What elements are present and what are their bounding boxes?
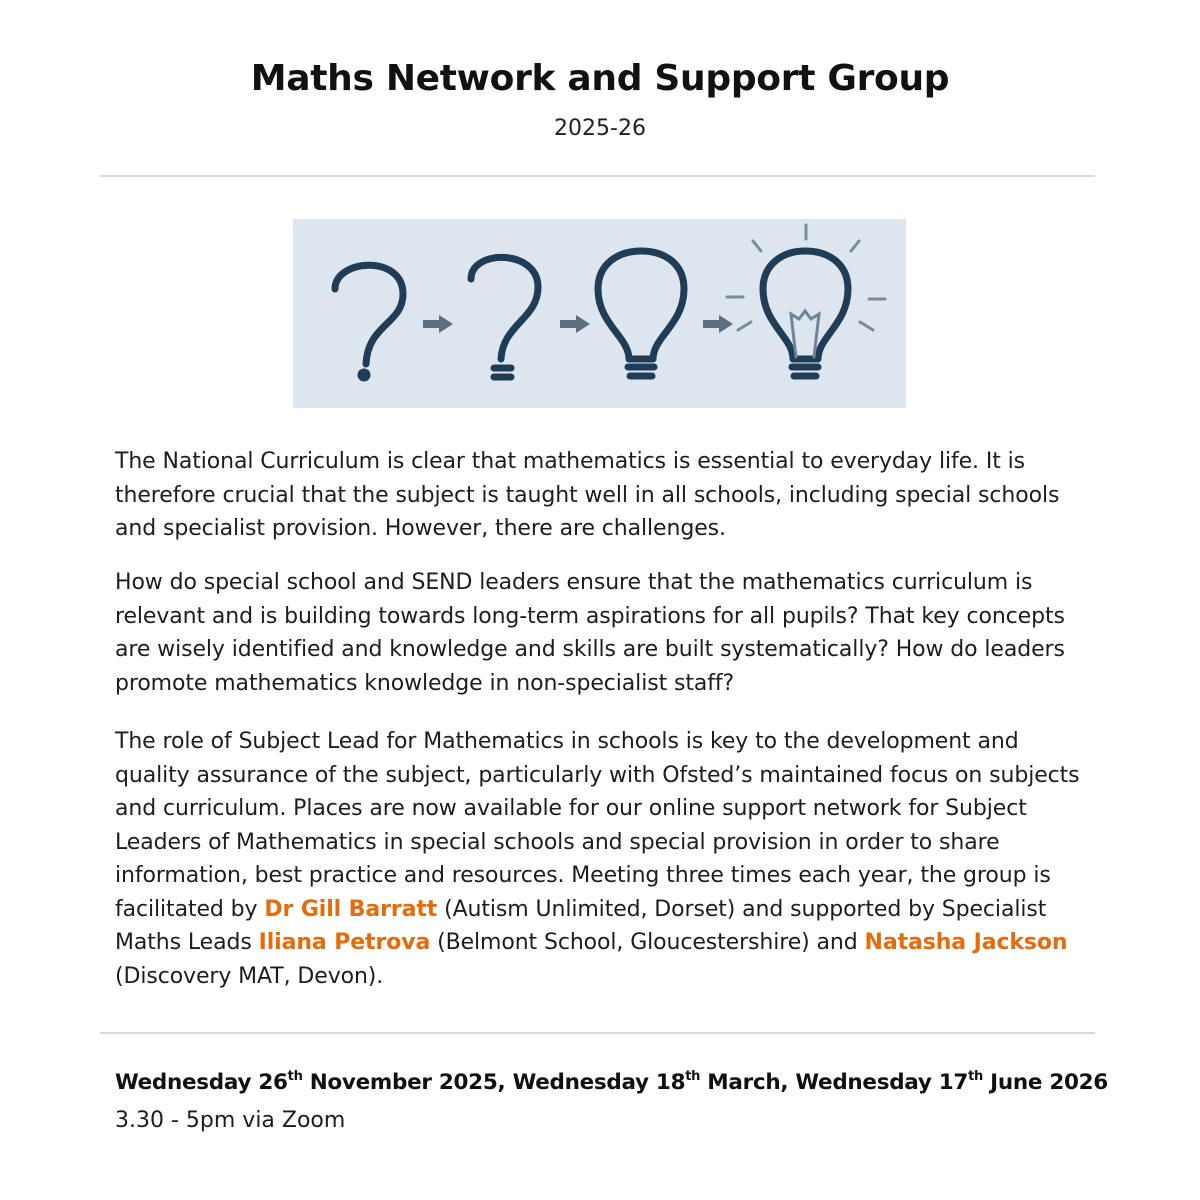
date3-day: Wednesday 17	[795, 1070, 969, 1095]
arrow-right-icon	[703, 315, 733, 333]
meeting-dates	[115, 1070, 1115, 1095]
lead2-org: (Discovery MAT, Devon).	[115, 963, 384, 989]
questions-paragraph: How do special school and SEND leaders ensure that the mathematics curriculum is relevant and is building towards long-term aspirations for all pupils? That key concepts are wisely identified and knowledge and skills are built systematically? How do leaders promote mathematics knowledge in non-specialist staff?	[115, 570, 1065, 696]
intro-paragraph: The National Curriculum is clear that mathematics is essential to everyday life. It is therefore crucial that the subject is taught well in all schools, including special schools and specialist provision. However, there are challenges.	[115, 449, 1060, 541]
arrow-right-icon	[560, 315, 590, 333]
idea-illustration	[293, 219, 906, 408]
lead1-name: Iliana Petrova	[258, 930, 431, 955]
lit-lightbulb-icon	[763, 251, 848, 359]
unlit-lightbulb-icon	[598, 251, 684, 359]
date1-suffix: th	[287, 1069, 303, 1084]
facilitator-org: (Autism Unlimited, Dorset) and supported by Specialist Maths Leads	[115, 896, 1047, 955]
bottom-divider	[100, 1032, 1095, 1034]
question-mark-icon	[471, 257, 538, 359]
date3-suffix: th	[968, 1069, 983, 1084]
lead1-org: (Belmont School, Gloucestershire) and	[430, 930, 865, 955]
top-divider	[100, 175, 1095, 177]
date1-rest: November 2025,	[302, 1070, 513, 1095]
date1-day: Wednesday 26	[115, 1070, 288, 1095]
details-text: The role of Subject Lead for Mathematics in schools is key to the development and quality assurance of the subject, particularly with Ofsted’s maintained focus on subjects and curriculum. Places are now available for our online support network for Subject Leaders of Mathematics in special schools and special provision in order to share information, best practice and resources. Meeting three times each year, the group is facilitated by	[115, 729, 1080, 922]
facilitator-name: Dr Gill Barratt	[264, 896, 438, 922]
page-subtitle: 2025-26	[554, 116, 646, 141]
date3-rest: June 2026	[982, 1070, 1108, 1095]
idea-banner	[293, 219, 906, 408]
date2-day: Wednesday 18	[512, 1070, 686, 1095]
details-paragraph	[115, 725, 1095, 993]
question-dot-icon	[361, 372, 367, 378]
question-mark-icon	[335, 265, 403, 364]
page-title: Maths Network and Support Group	[250, 58, 950, 99]
arrow-right-icon	[423, 315, 453, 333]
meeting-time: 3.30 - 5pm via Zoom	[115, 1108, 346, 1133]
date2-rest: March,	[700, 1070, 796, 1095]
date2-suffix: th	[685, 1069, 701, 1084]
filament-icon	[791, 311, 819, 357]
lead2-name: Natasha Jackson	[864, 930, 1068, 955]
